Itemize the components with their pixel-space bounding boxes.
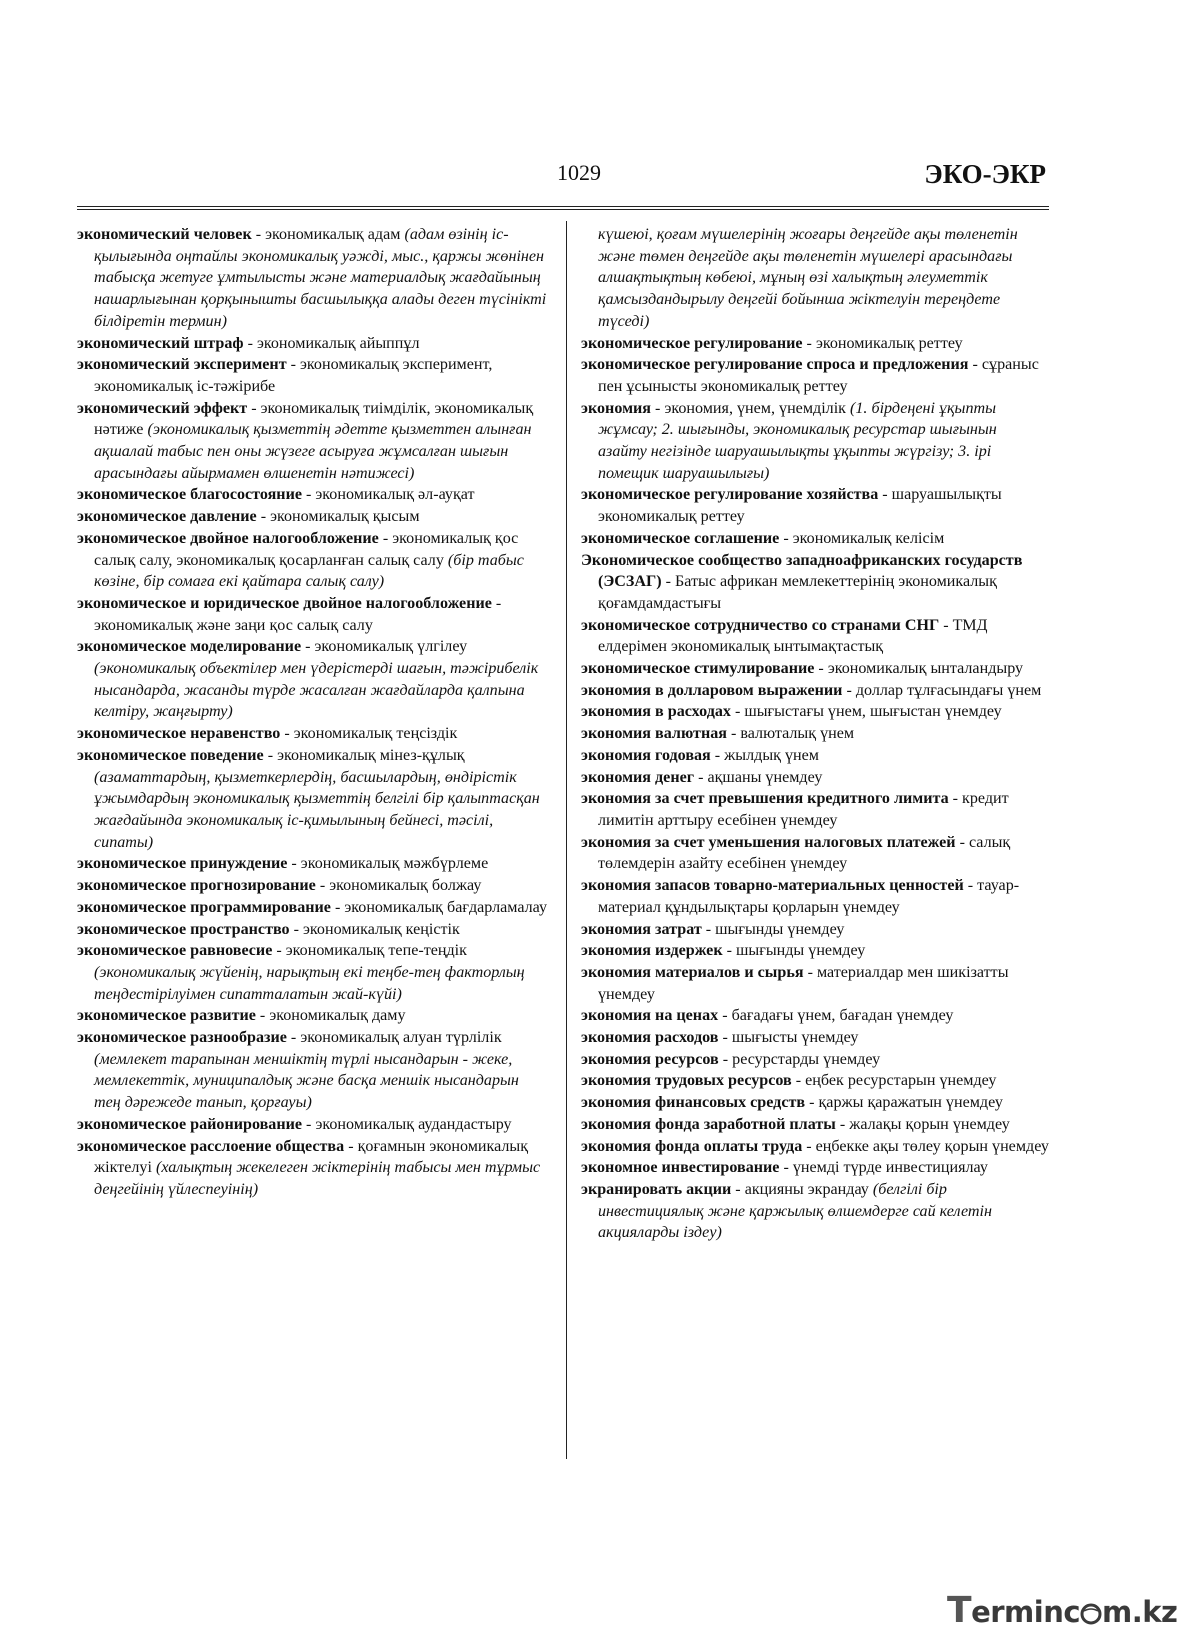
dictionary-entry: экономический штраф - экономикалық айыппұл	[77, 334, 420, 352]
entry-term: экономическое стимулирование	[581, 660, 815, 678]
dictionary-entry: экономическое развитие - экономикалық даму	[77, 1007, 406, 1025]
entry-note: (экономикалық объектілер мен үдерістерді шағын, тәжірибелік нысандарда, жасанды түрде жасалған жағдайларда қалпына келтіру, жаңғырту)	[94, 660, 539, 721]
dictionary-entry: экономическое прогнозирование - экономикалық болжау	[77, 877, 482, 895]
entry-translation: сұраныс пен ұсынысты экономикалық реттеу	[598, 356, 1039, 395]
entry-translation: экономикалық қысым	[270, 508, 420, 526]
entry-translation: еңбекке ақы төлеу қорын үнемдеу	[815, 1137, 1049, 1155]
entry-term: экономическое развитие	[77, 1007, 256, 1025]
entry-translation: экономикалық мінез-құлық	[277, 746, 465, 764]
entry-translation: экономикалық кеңістік	[303, 920, 460, 938]
entry-term: экономия материалов и сырья	[581, 963, 804, 981]
entry-translation: экономикалық бағдарламалау	[344, 898, 548, 916]
entry-term: экономическое равновесие	[77, 942, 273, 960]
entry-translation: тауар-материал құндылықтары қорларын үнемдеу	[598, 877, 1020, 916]
entry-term: экономия в долларовом выражении	[581, 681, 843, 699]
entry-term: экономическое давление	[77, 508, 257, 526]
entry-translation: Батыс африкан мемлекеттерінің экономикалық қоғамдамдастығы	[598, 573, 997, 612]
entry-term: экономное инвестирование	[581, 1159, 780, 1177]
entry-translation: экономикалық адам	[265, 226, 401, 243]
entry-translation: экономикалық және заңи қос салық салу	[94, 616, 373, 634]
entry-term: экономическое двойное налогообложение	[77, 529, 379, 547]
dictionary-entry: экономическое равновесие - экономикалық тепе-теңдік (экономикалық жүйенің, нарықтың екі теңбе-тең факторлың теңдестірілуімен сипатталатын жай-күйі)	[77, 942, 525, 1003]
entry-note: (экономикалық жүйенің, нарықтың екі теңбе-тең факторлың теңдестірілуімен сипатталатын жай-күйі)	[94, 963, 525, 1003]
entry-translation: шығыстағы үнем, шығыстан үнемдеу	[744, 703, 1002, 721]
entry-translation: экономикалық келісім	[792, 529, 945, 547]
dictionary-entry: экономия финансовых средств - қаржы қаражатын үнемдеу	[581, 1094, 1003, 1112]
dictionary-entry: экономическое регулирование хозяйства - шаруашылықты экономикалық реттеу	[581, 486, 1002, 526]
column-divider	[566, 221, 567, 1459]
dictionary-entry: экономия - экономия, үнем, үнемділік (1. бірдеңені ұқыпты жұмсау; 2. шығынды, экономикалық ресурстар шығынын азайту негізінде шаруашылықты ұқыпты жүргізу; 3. ірі помещик шаруашылығы)	[581, 399, 997, 482]
right-column	[581, 224, 1049, 1244]
entry-translation: экономикалық тепе-теңдік	[285, 942, 467, 960]
entry-note: (белгілі бір инвестициялық және қаржылық өлшемдерге сай келетін акцияларды іздеу)	[598, 1180, 992, 1242]
entry-translation: шаруашылықты экономикалық реттеу	[598, 486, 1002, 526]
dictionary-entry: экономическое регулирование спроса и предложения - сұраныс пен ұсынысты экономикалық реттеу	[581, 356, 1039, 395]
dictionary-entry: Экономическое сообщество западноафриканских государств (ЭСЗАГ) - Батыс африкан мемлекеттерінің экономикалық қоғамдамдастығы	[581, 551, 1023, 612]
dictionary-entry: экономическое моделирование - экономикалық үлгілеу (экономикалық объектілер мен үдерістерді шағын, тәжірибелік нысандарда, жасанды түрде жасалған жағдайларда қалпына келтіру, жаңғырту)	[77, 638, 539, 721]
dictionary-entry: экономический человек - экономикалық адам (адам өзінің іс-қылығында оңтайлы экономикалық уәжді, мыс., қаржы жөнінен табысқа жетуге ұмтылысты және материалдық жағдайының нашарлығынан қорқынышты басшылыққа алады деген түсінікті білдіретін термин)	[77, 226, 547, 330]
entry-translation: шығынды үнемдеу	[715, 920, 845, 938]
dictionary-entry: экономический эффект - экономикалық тиімділік, экономикалық нәтиже (экономикалық қызметтің әдетте қызметтен алынған ақшалай табыс пен оны жүзеге асыруға жұмсалған шығын арасындағы айырмамен өлшенетін нәтижесі)	[77, 399, 534, 482]
entry-translation: жалақы қорын үнемдеу	[849, 1115, 1010, 1133]
dictionary-entry: экранировать акции - акцияны экрандау (белгілі бір инвестициялық және қаржылық өлшемдерге сай келетін акцияларды іздеу)	[581, 1180, 992, 1242]
entry-term: экранировать акции	[581, 1180, 732, 1198]
entry-translation: кредит лимитін арттыру есебінен үнемдеу	[598, 790, 1009, 829]
entry-note: (бір табыс көзіне, бір сомаға екі қайтара салық салу)	[94, 551, 524, 591]
entry-note: күшеюі, қоғам мүшелерінің жоғары деңгейде ақы төленетін және төмен деңгейде ақы төленетін мүшелері арасындағы алшақтықтың көбеюі, мұның өзі халықтың әлеуметтік қамсыздандырылу деңгейі бойынша жіктелуін тереңдете түседі)	[598, 226, 1018, 330]
entry-term: Экономическое сообщество западноафриканских государств (ЭСЗАГ)	[581, 551, 1023, 591]
dictionary-entry: экономическое пространство - экономикалық кеңістік	[77, 920, 460, 938]
entry-translation: ресурстарды үнемдеу	[732, 1050, 881, 1068]
entry-term: экономическое регулирование хозяйства	[581, 486, 879, 504]
entry-translation: экономикалық реттеу	[815, 334, 963, 352]
logo-tld: m.kz	[1102, 1595, 1177, 1629]
page-number: 1029	[557, 160, 601, 185]
dictionary-entry: экономическое регулирование - экономикалық реттеу	[581, 334, 963, 352]
entry-term: экономическое и юридическое двойное налогообложение	[77, 594, 492, 612]
dictionary-entry: экономическое неравенство - экономикалық теңсіздік	[77, 725, 458, 743]
entry-term: экономия на ценах	[581, 1007, 719, 1025]
entry-translation: экономикалық үлгілеу	[314, 638, 468, 656]
dictionary-entry: экономное инвестирование - үнемді түрде инвестициялау	[581, 1159, 988, 1177]
dictionary-entry: экономия фонда заработной платы - жалақы қорын үнемдеу	[581, 1115, 1010, 1133]
entry-term: экономия валютная	[581, 725, 727, 743]
site-logo[interactable]	[947, 1590, 1177, 1631]
dictionary-entry: экономия затрат - шығынды үнемдеу	[581, 920, 845, 938]
entry-term: экономия расходов	[581, 1029, 719, 1047]
dictionary-entry: экономия годовая - жылдық үнем	[581, 746, 819, 764]
entry-term: экономическое регулирование спроса и предложения	[581, 356, 969, 374]
entry-translation: валюталық үнем	[740, 725, 855, 743]
entry-translation: шығынды үнемдеу	[736, 942, 866, 960]
dictionary-entry: экономия в долларовом выражении - доллар тұлғасындағы үнем	[581, 681, 1042, 699]
dictionary-entry: экономия расходов - шығысты үнемдеу	[581, 1029, 859, 1047]
dictionary-entry: экономическое расслоение общества - қоғамнын экономикалық жіктелуі (халықтың жекелеген жіктерінің табысы мен тұрмыс деңгейінің үйлеспеуінің)	[77, 1137, 541, 1198]
entry-term: экономия фонда оплаты труда	[581, 1137, 803, 1155]
dictionary-entry: экономия валютная - валюталық үнем	[581, 725, 855, 743]
entry-translation: қоғамнын экономикалық жіктелуі	[94, 1137, 529, 1177]
entry-translation: экономикалық қос салық салу, экономикалық қосарланған салық салу	[94, 529, 519, 569]
dictionary-entry: экономическое соглашение - экономикалық келісім	[581, 529, 945, 547]
dictionary-entry: экономическое давление - экономикалық қысым	[77, 508, 420, 526]
dictionary-entry: экономическое районирование - экономикалық аудандастыру	[77, 1115, 512, 1133]
entry-term: экономический штраф	[77, 334, 244, 352]
dictionary-entry: экономическое разнообразие - экономикалық алуан түрлілік (мемлекет тарапынан меншіктің түрлі нысандарын - жеке, мемлекеттік, муниципалдық және басқа меншік нысандарын тең дәрежеде танып, қорғауы)	[77, 1029, 519, 1112]
entry-note: (1. бірдеңені ұқыпты жұмсау; 2. шығынды, экономикалық ресурстар шығынын азайту негізінде шаруашылықты ұқыпты жүргізу; 3. ірі помещик шаруашылығы)	[598, 399, 997, 482]
entry-translation: акцияны экрандау	[744, 1180, 869, 1198]
entry-translation: экономикалық ынталандыру	[827, 660, 1024, 678]
dictionary-entry: экономическое программирование - экономикалық бағдарламалау	[77, 898, 548, 916]
entry-translation: экономикалық тиімділік, экономикалық нәтиже	[94, 399, 534, 439]
entry-term: экономия фонда заработной платы	[581, 1115, 836, 1133]
entry-term: экономическое неравенство	[77, 725, 281, 743]
entry-translation: экономикалық эксперимент, экономикалық іс-тәжірибе	[94, 356, 493, 395]
entry-term: экономическое благосостояние	[77, 486, 302, 504]
entry-term: экономия финансовых средств	[581, 1094, 806, 1112]
dictionary-entry: экономическое стимулирование - экономикалық ынталандыру	[581, 660, 1024, 678]
entry-term: экономический человек	[77, 226, 252, 243]
entry-translation: ТМД елдерімен экономикалық ынтымақтастық	[598, 616, 988, 656]
entry-term: экономия годовая	[581, 746, 711, 764]
entry-term: экономия затрат	[581, 920, 702, 938]
entry-translation: шығысты үнемдеу	[731, 1029, 859, 1047]
dictionary-entry: экономия ресурсов - ресурстарды үнемдеу	[581, 1050, 881, 1068]
entry-term: экономия трудовых ресурсов	[581, 1072, 792, 1090]
globe-icon	[1080, 1603, 1102, 1625]
entry-term: экономия в расходах	[581, 703, 731, 721]
entry-translation: экономикалық даму	[269, 1007, 406, 1025]
entry-term: экономия издержек	[581, 942, 723, 960]
entry-translation: материалдар мен шикізатты үнемдеу	[598, 963, 1009, 1003]
entry-translation: ақшаны үнемдеу	[707, 768, 823, 786]
dictionary-entry: экономия издержек - шығынды үнемдеу	[581, 942, 866, 960]
entry-term: экономия ресурсов	[581, 1050, 719, 1068]
dictionary-entry: экономическое благосостояние - экономикалық әл-ауқат	[77, 486, 475, 504]
entry-term: экономический эксперимент	[77, 356, 287, 374]
entry-continuation	[581, 224, 1049, 333]
dictionary-entry: экономия в расходах - шығыстағы үнем, шығыстан үнемдеу	[581, 703, 1002, 721]
dictionary-entry: экономическое поведение - экономикалық мінез-құлық (азаматтардың, қызметкерлердің, басшылардың, өндірістік ұжымдардың экономикалық қызметтің белгілі бір қалыптасқан жағдайында экономикалық іс-қимылының бейнесі, тәсілі, сипаты)	[77, 746, 540, 851]
entry-translation: экономикалық аудандастыру	[315, 1115, 512, 1133]
dictionary-entry: экономическое принуждение - экономикалық мәжбүрлеме	[77, 855, 489, 873]
entry-translation: қаржы қаражатын үнемдеу	[818, 1094, 1003, 1112]
dictionary-entry: экономия трудовых ресурсов - еңбек ресурстарын үнемдеу	[581, 1072, 997, 1090]
entry-term: экономическое расслоение общества	[77, 1137, 345, 1155]
entry-note: (экономикалық қызметтің әдетте қызметтен алынған ақшалай табыс пен оны жүзеге асыруға жұмсалған шығын арасындағы айырмамен өлшенетін нәтижесі)	[94, 421, 532, 482]
dictionary-entry: экономия фонда оплаты труда - еңбекке ақы төлеу қорын үнемдеу	[581, 1137, 1049, 1155]
entry-translation: үнемді түрде инвестициялау	[792, 1159, 988, 1177]
entry-term: экономическое программирование	[77, 898, 331, 916]
entry-translation: жылдық үнем	[724, 746, 819, 764]
entry-term: экономическое прогнозирование	[77, 877, 316, 895]
dictionary-entry: экономия запасов товарно-материальных ценностей - тауар-материал құндылықтары қорларын үнемдеу	[581, 877, 1020, 916]
entry-translation: экономикалық айыппұл	[256, 334, 420, 352]
entry-translation: экономикалық теңсіздік	[293, 725, 458, 743]
entry-note: (адам өзінің іс-қылығында оңтайлы экономикалық уәжді, мыс., қаржы жөнінен табысқа жетуге ұмтылысты және материалдық жағдайының нашарлығынан қорқынышты басшылыққа алады деген түсінікті білдіретін термин)	[94, 226, 547, 330]
dictionary-entry: экономия материалов и сырья - материалдар мен шикізатты үнемдеу	[581, 963, 1009, 1003]
dictionary-entry: экономия денег - ақшаны үнемдеу	[581, 768, 823, 786]
dictionary-entry: экономия за счет превышения кредитного лимита - кредит лимитін арттыру есебінен үнемдеу	[581, 790, 1009, 829]
entry-translation: экономикалық болжау	[329, 877, 482, 895]
entry-term: экономическое поведение	[77, 746, 264, 764]
entry-note: (халықтың жекелеген жіктерінің табысы мен тұрмыс деңгейінің үйлеспеуінің)	[94, 1159, 541, 1198]
left-column	[77, 224, 549, 1201]
entry-term: экономия денег	[581, 768, 695, 786]
entry-translation: экономикалық мәжбүрлеме	[300, 855, 489, 873]
dictionary-entry: экономия за счет уменьшения налоговых платежей - салық төлемдерін азайту есебінен үнемдеу	[581, 833, 1011, 873]
dictionary-entry: экономическое сотрудничество со странами СНГ - ТМД елдерімен экономикалық ынтымақтастық	[581, 616, 988, 656]
entry-translation: экономикалық әл-ауқат	[315, 486, 475, 504]
entry-term: экономическое пространство	[77, 920, 290, 938]
entry-translation: доллар тұлғасындағы үнем	[855, 681, 1042, 699]
entry-term: экономическое соглашение	[581, 529, 780, 547]
entry-term: экономическое сотрудничество со странами СНГ	[581, 616, 940, 634]
logo-text: erminc	[971, 1595, 1081, 1629]
dictionary-entry: экономическое и юридическое двойное налогообложение - экономикалық және заңи қос салық салу	[77, 594, 502, 634]
entry-term: экономическое районирование	[77, 1115, 303, 1133]
entry-translation: еңбек ресурстарын үнемдеу	[805, 1072, 997, 1090]
entry-term: экономическое принуждение	[77, 855, 288, 873]
dictionary-entry: экономическое двойное налогообложение - экономикалық қос салық салу, экономикалық қосарланған салық салу (бір табыс көзіне, бір сомаға екі қайтара салық салу)	[77, 529, 524, 591]
entry-term: экономия за счет уменьшения налоговых платежей	[581, 833, 956, 851]
entry-note: (мемлекет тарапынан меншіктің түрлі нысандарын - жеке, мемлекеттік, муниципалдық және басқа меншік нысандарын тең дәрежеде танып, қорғауы)	[94, 1050, 519, 1112]
entry-term: экономия	[581, 399, 652, 417]
dictionary-entry: экономия на ценах - бағадағы үнем, бағадан үнемдеу	[581, 1007, 954, 1025]
header-rule	[77, 206, 1049, 210]
entry-note: (азаматтардың, қызметкерлердің, басшылардың, өндірістік ұжымдардың экономикалық қызметтің белгілі бір қалыптасқан жағдайында экономикалық іс-қимылының бейнесі, тәсілі, сипаты)	[94, 768, 540, 851]
entry-translation: салық төлемдерін азайту есебінен үнемдеу	[598, 833, 1011, 873]
running-head: ЭКО-ЭКР	[924, 159, 1046, 189]
entry-term: экономическое моделирование	[77, 638, 302, 656]
entry-term: экономическое регулирование	[581, 334, 803, 352]
entry-term: экономическое разнообразие	[77, 1029, 287, 1047]
logo-t: T	[947, 1590, 972, 1631]
entry-term: экономия запасов товарно-материальных ценностей	[581, 877, 964, 895]
entry-term: экономия за счет превышения кредитного лимита	[581, 790, 949, 808]
entry-translation: экономикалық алуан түрлілік	[300, 1029, 502, 1047]
entry-translation: бағадағы үнем, бағадан үнемдеу	[731, 1007, 954, 1025]
dictionary-entry: экономический эксперимент - экономикалық эксперимент, экономикалық іс-тәжірибе	[77, 356, 493, 395]
entry-translation: экономия, үнем, үнемділік	[664, 399, 846, 417]
entry-term: экономический эффект	[77, 399, 248, 417]
